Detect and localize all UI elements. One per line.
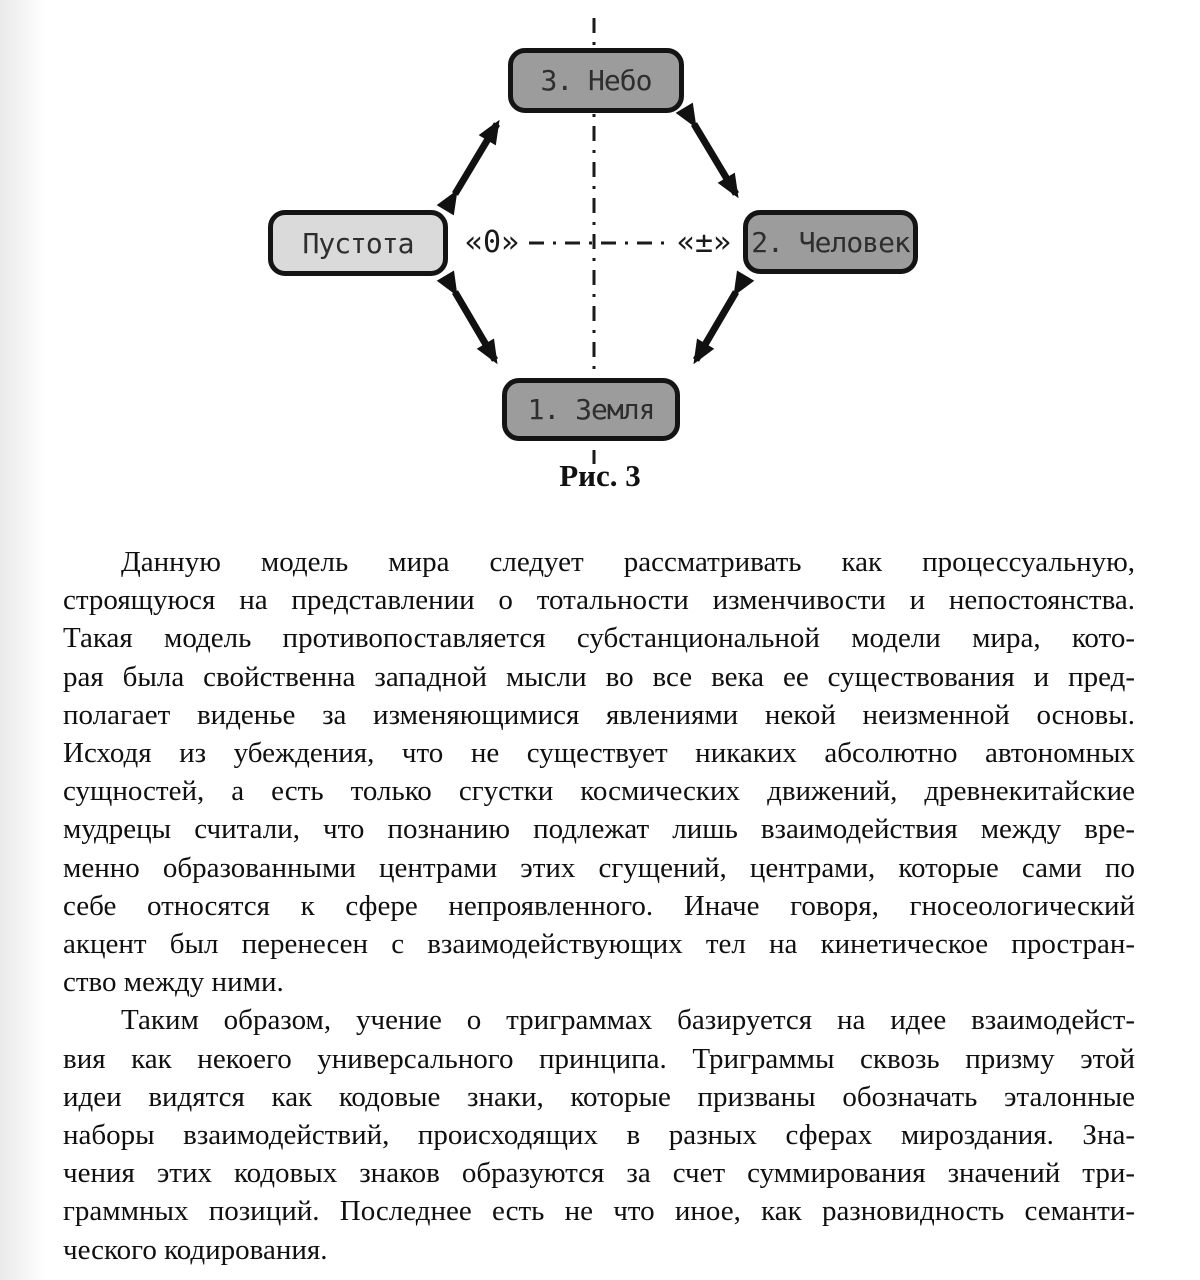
node-void (268, 210, 448, 276)
node-earth (502, 378, 680, 441)
axis-label-plus-minus: «±» (676, 225, 732, 260)
text-line: наборы взаимодействий, происходящих в разных сферах мироздания. Зна- (63, 1119, 1135, 1152)
text-line: Данную модель мира следует рассматривать как процессуальную, (121, 546, 1135, 578)
text-line: себе относятся к сфере непроявленного. Иначе говоря, гносеологический (63, 889, 1135, 922)
text-line: идеи видятся как кодовые знаки, которые призваны обозначать эталонные (63, 1080, 1135, 1113)
text-line: граммных позиций. Последнее есть не что иное, как разновидность семанти- (63, 1195, 1135, 1228)
text-line: Такая модель противопоставляется субстанциональной модели мира, кото- (63, 622, 1135, 655)
node-earth-label: 1. Земля (527, 393, 655, 426)
text-line: строящуюся на представлении о тотальности изменчивости и непостоянства. (63, 584, 1135, 617)
text-line: вия как некоего универсального принципа. Триграммы сквозь призму этой (63, 1042, 1135, 1075)
axis-label-zero: «0» (464, 225, 520, 260)
node-human (743, 210, 918, 274)
double-arrow-sky-human-icon (694, 124, 736, 194)
node-sky-label: 3. Небо (540, 64, 652, 97)
node-void-label: Пустота (302, 226, 414, 260)
double-arrow-void-sky-icon (455, 124, 497, 194)
figure-caption: Рис. 3 (559, 458, 641, 493)
node-sky (508, 48, 684, 113)
text-line: акцент был перенесен с взаимодействующих тел на кинетическое простран- (63, 928, 1135, 961)
text-line: ческого кодирования. (63, 1233, 328, 1266)
text-line: менно образованными центрами этих сгущений, центрами, которые сами по (63, 851, 1135, 884)
text-line: ство между ними. (63, 966, 284, 999)
text-line: Таким образом, учение о триграммах базируется на идее взаимодейст- (121, 1004, 1135, 1037)
text-line: мудрецы считали, что познанию подлежат лишь взаимодействия между вре- (63, 813, 1135, 846)
double-arrow-void-earth-icon (455, 292, 495, 360)
text-line: рая была свойственна западной мысли во все века ее существования и пред- (63, 660, 1135, 693)
text-line: полагает виденье за изменяющимися явлениями некой неизменной основы. (63, 698, 1135, 731)
text-line: чения этих кодовых знаков образуются за счет суммирования значений три- (63, 1157, 1135, 1190)
double-arrow-earth-human-icon (696, 292, 736, 360)
node-human-label: 2. Человек (751, 225, 910, 259)
text-line: Исходя из убеждения, что не существует никаких абсолютно автономных (63, 737, 1135, 770)
article-text (63, 543, 1135, 1269)
text-line: сущностей, а есть только сгустки космических движений, древнекитайские (63, 775, 1135, 808)
figure-diagram (0, 0, 1200, 510)
